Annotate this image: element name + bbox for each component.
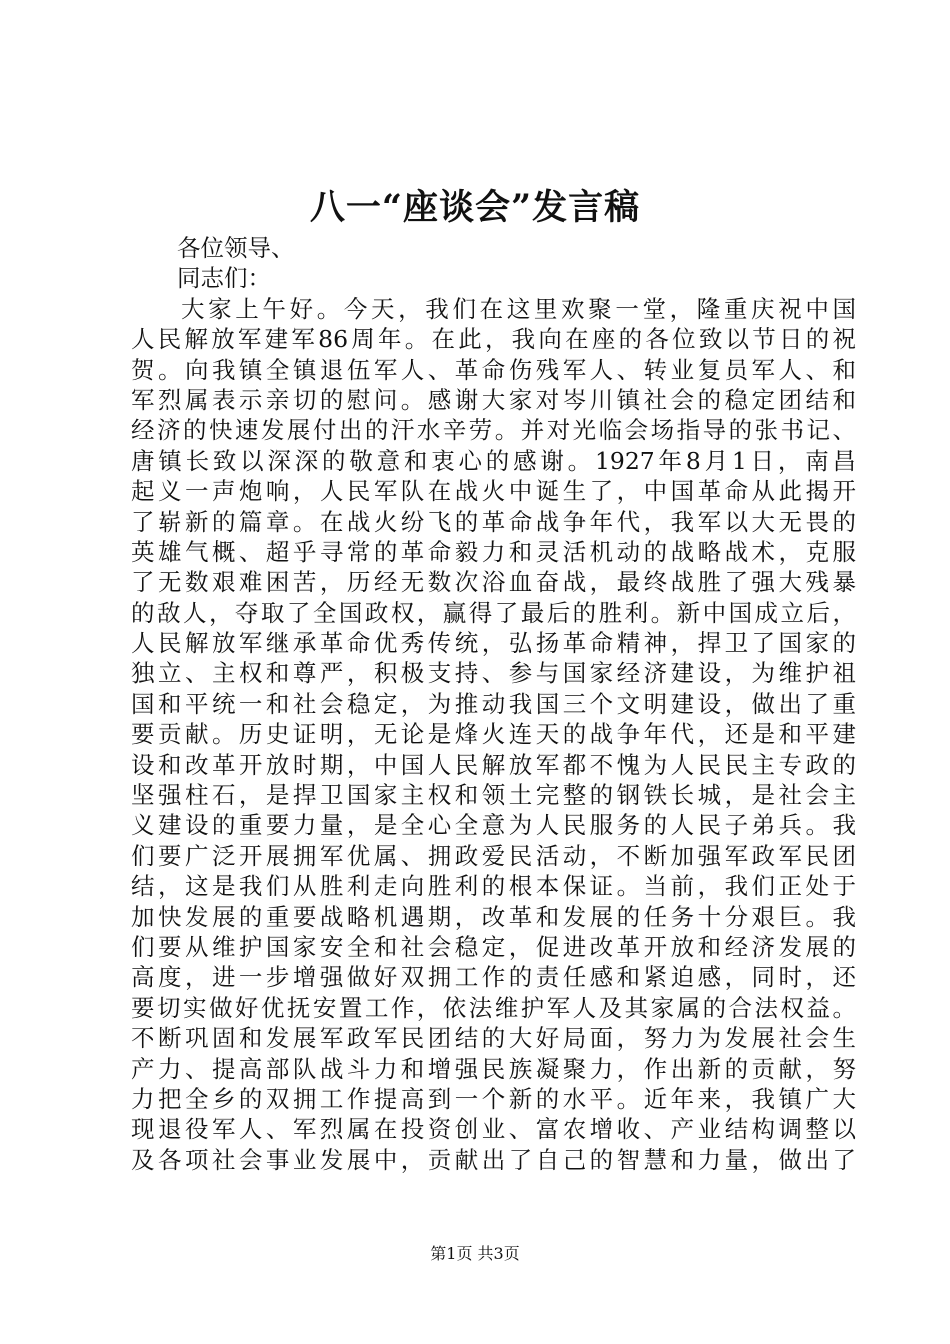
paragraph-line: 产力、提高部队战斗力和增强民族凝聚力，作出新的贡献，努 [131, 1054, 856, 1083]
paragraph-line: 了崭新的篇章。在战火纷飞的革命战争年代，我军以大无畏的 [131, 507, 856, 536]
document-body [131, 233, 856, 1175]
paragraph-line: 人民解放军继承革命优秀传统，弘扬革命精神，捍卫了国家的 [131, 629, 856, 658]
paragraph-line: 了无数艰难困苦，历经无数次浴血奋战，最终战胜了强大残暴 [131, 568, 856, 597]
paragraph-line: 要切实做好优抚安置工作，依法维护军人及其家属的合法权益。 [131, 993, 856, 1022]
document-title: 八一“座谈会”发言稿 [309, 187, 641, 228]
paragraph-line: 的敌人，夺取了全国政权，赢得了最后的胜利。新中国成立后， [131, 598, 856, 627]
paragraph-line: 大家上午好。今天，我们在这里欢聚一堂，隆重庆祝中国 [181, 294, 856, 323]
paragraph-line: 人民解放军建军86周年。在此，我向在座的各位致以节日的祝 [131, 325, 856, 354]
salutation-line: 同志们： [177, 264, 271, 293]
paragraph-line: 起义一声炮响，人民军队在战火中诞生了，中国革命从此揭开 [131, 477, 856, 506]
paragraph-line: 英雄气概、超乎寻常的革命毅力和灵活机动的战略战术，克服 [131, 537, 856, 566]
paragraph-line: 加快发展的重要战略机遇期，改革和发展的任务十分艰巨。我 [131, 902, 856, 931]
paragraph-line: 们要从维护国家安全和社会稳定，促进改革开放和经济发展的 [131, 932, 856, 961]
paragraph-line: 要贡献。历史证明，无论是烽火连天的战争年代，还是和平建 [131, 720, 856, 749]
paragraph-line: 独立、主权和尊严，积极支持、参与国家经济建设，为维护祖 [131, 659, 856, 688]
paragraph-line: 贺。向我镇全镇退伍军人、革命伤残军人、转业复员军人、和 [131, 355, 856, 384]
paragraph-line: 力把全乡的双拥工作提高到一个新的水平。近年来，我镇广大 [131, 1084, 856, 1113]
paragraph-line: 现退役军人、军烈属在投资创业、富农增收、产业结构调整以 [131, 1115, 856, 1144]
paragraph-line: 们要广泛开展拥军优属、拥政爱民活动，不断加强军政军民团 [131, 841, 856, 870]
paragraph-line: 设和改革开放时期，中国人民解放军都不愧为人民民主专政的 [131, 750, 856, 779]
paragraph-line: 义建设的重要力量，是全心全意为人民服务的人民子弟兵。我 [131, 811, 856, 840]
paragraph-line: 经济的快速发展付出的汗水辛劳。并对光临会场指导的张书记、 [131, 416, 856, 445]
paragraph-line: 不断巩固和发展军政军民团结的大好局面，努力为发展社会生 [131, 1024, 856, 1053]
paragraph-line: 唐镇长致以深深的敬意和衷心的感谢。1927年8月1日，南昌 [131, 446, 856, 475]
paragraph-line: 国和平统一和社会稳定，为推动我国三个文明建设，做出了重 [131, 689, 856, 718]
paragraph-line: 结，这是我们从胜利走向胜利的根本保证。当前，我们正处于 [131, 872, 856, 901]
page-number-footer: 第1页 共3页 [430, 1244, 520, 1263]
paragraph-line: 及各项社会事业发展中，贡献出了自己的智慧和力量，做出了 [131, 1145, 856, 1174]
paragraph-line: 高度，进一步增强做好双拥工作的责任感和紧迫感，同时，还 [131, 963, 856, 992]
paragraph-line: 军烈属表示亲切的慰问。感谢大家对岑川镇社会的稳定团结和 [131, 385, 856, 414]
paragraph-line: 坚强柱石，是捍卫国家主权和领土完整的钢铁长城，是社会主 [131, 781, 856, 810]
salutation-line: 各位领导、 [177, 234, 295, 262]
